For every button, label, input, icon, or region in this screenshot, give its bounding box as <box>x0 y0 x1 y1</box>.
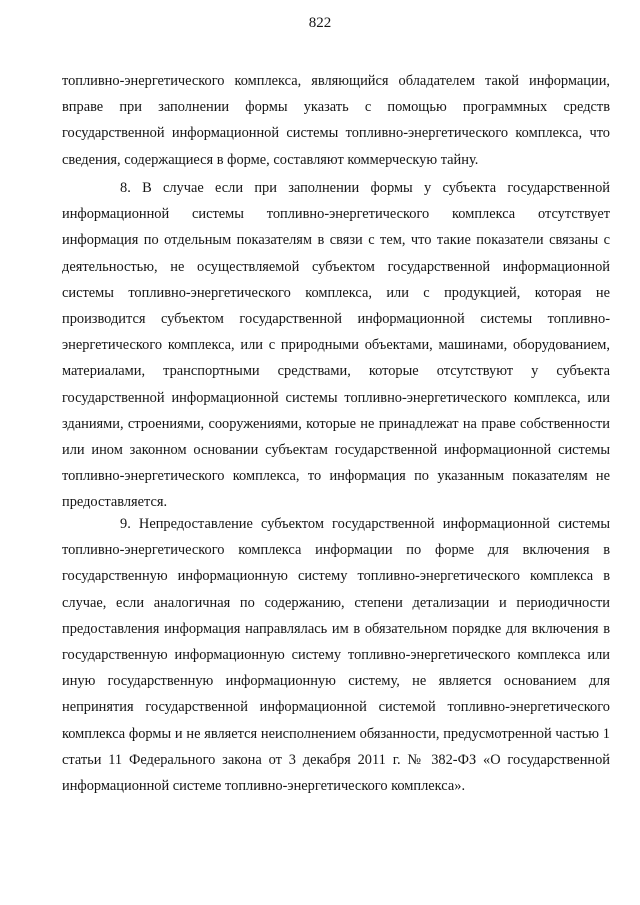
page-number: 822 <box>308 15 332 31</box>
paragraph-continuation: топливно-энергетического комплекса, являющийся обладателем такой информации, вправе при заполнении формы указать с помощью программных средств государственной информационной системы топливно-энергетического комплекса, что сведения, содержащиеся в форме, составляют коммерческую тайну. <box>62 73 610 168</box>
paragraph-item-8: 8. В случае если при заполнении формы у субъекта государственной информационной системы топливно-энергетического комплекса отсутствует информация по отдельным показателям в связи с тем, что такие показатели связаны с деятельностью, не осуществляемой субъектом государственной информационной системы топливно-энергетического комплекса, или с продукцией, которая не производится субъектом государственной информационной системы топливно-энергетического комплекса, или с природными объектами, машинами, оборудованием, материалами, транспортными средствами, которые отсутствуют у субъекта государственной информационной системы топливно-энергетического комплекса, или зданиями, строениями, сооружениями, которые не принадлежат на праве собственности или ином законном основании субъектам государственной информационной системы топливно-энергетического комплекса, то информация по указанным показателям не предоставляется. <box>62 180 610 511</box>
paragraph-item-9: 9. Непредоставление субъектом государственной информационной системы топливно-энергетического комплекса информации по форме для включения в государственную информационную систему топливно-энергетического комплекса в случае, если аналогичная по содержанию, степени детализации и периодичности предоставления информация направлялась им в обязательном порядке для включения в государственную информационную систему топливно-энергетического комплекса или иную государственную информационную систему, не является основанием для непринятия государственной информационной системой топливно-энергетического комплекса формы и не является неисполнением обязанности, предусмотренной частью 1 статьи 11 Федерального закона от 3 декабря 2011 г. № 382-ФЗ «О государственной информационной системе топливно-энергетического комплекса». <box>62 516 610 795</box>
